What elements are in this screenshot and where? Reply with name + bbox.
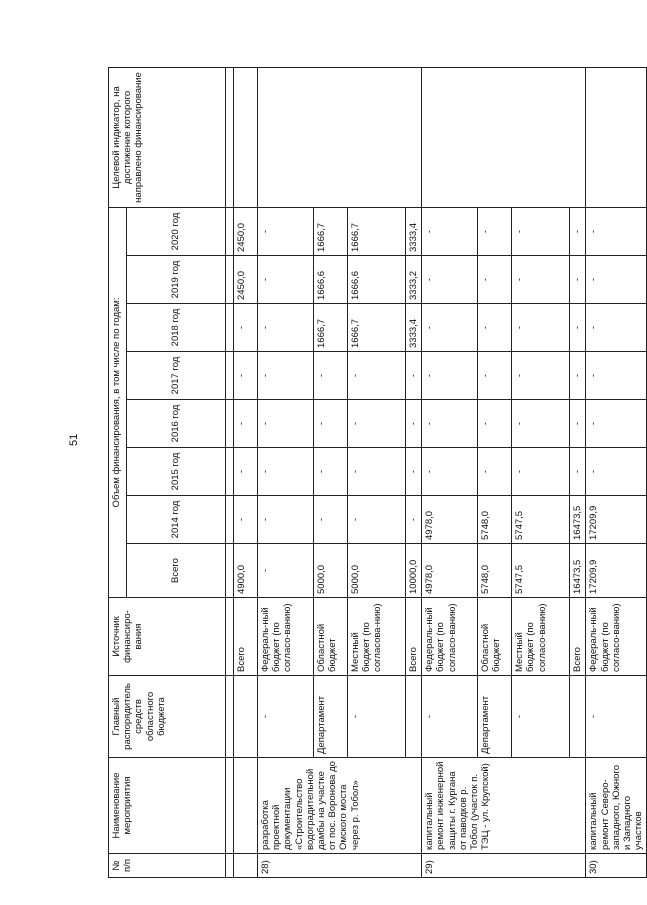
cell-2014: - [406,496,422,544]
cell-2017: - [586,352,647,400]
cell-2018: - [422,304,478,352]
cell-2015: - [314,448,348,496]
header-num: № п/п [109,854,226,878]
cell-2019: 1666,6 [348,256,406,304]
cell-manager: - [258,676,314,758]
cell-2018: 1666,7 [314,304,348,352]
cell-source: Федераль-ный бюджет (по согласо-ванию) [422,598,478,676]
cell-2015: - [512,448,570,496]
cell-2015: - [586,448,647,496]
cell-2020: 2450,0 [234,207,258,255]
cell-name: капитальный ремонт инженерной защиты г. Кургана от паводков р. Тобол (участок п. ТЭЦ - ул. Крупской) [422,758,586,854]
cell-2014: - [234,496,258,544]
cell-num: 29) [422,854,586,878]
cell-2020: - [586,207,647,255]
cell-2017: - [314,352,348,400]
cell-2019: 1666,6 [314,256,348,304]
cell-indicator [586,67,647,207]
cell-manager: - [348,676,406,758]
cell-num [234,854,258,878]
cell-2014: - [258,496,314,544]
cell-2015: - [234,448,258,496]
cell-name [234,758,258,854]
cell-2020: - [478,207,512,255]
cell-2016: - [478,400,512,448]
cell-manager: - [586,676,647,758]
cell-2014: 16473,5 [570,496,586,544]
cell-total: 5747,5 [512,544,570,598]
cell-manager: - [512,676,570,758]
cell-2018: - [570,304,586,352]
spacer-row [226,67,234,877]
cell-2016: - [348,400,406,448]
cell-manager [570,676,586,758]
header-indicator: Целевой индикатор, на достижение которого направлено финансирование [109,67,226,207]
cell-total: 5000,0 [348,544,406,598]
cell-total: 5748,0 [478,544,512,598]
cell-2020: - [512,207,570,255]
cell-source: Областной бюджет [314,598,348,676]
cell-total: 4900,0 [234,544,258,598]
rotated-table-container [108,68,645,878]
header-name: Наименование мероприятия [109,758,226,854]
cell-2016: - [512,400,570,448]
cell-2018: - [586,304,647,352]
cell-2020: 3333,4 [406,207,422,255]
cell-source: Всего [406,598,422,676]
header-year-2019: 2019 год [127,256,226,304]
cell-2015: - [348,448,406,496]
cell-total: 17209,9 [586,544,647,598]
cell-indicator [234,67,258,207]
cell-manager [406,676,422,758]
cell-2018: 3333,4 [406,304,422,352]
table-row [422,67,478,877]
cell-2019: 2450,0 [234,256,258,304]
cell-2019: - [586,256,647,304]
cell-manager [234,676,258,758]
cell-2018: - [234,304,258,352]
header-year-2016: 2016 год [127,400,226,448]
cell-2017: - [234,352,258,400]
cell-2020: 1666,7 [348,207,406,255]
cell-2018: 1666,7 [348,304,406,352]
page-number: 51 [68,433,80,446]
cell-num: 28) [258,854,422,878]
cell-2017: - [348,352,406,400]
cell-source: Всего [234,598,258,676]
header-year-2014: 2014 год [127,496,226,544]
cell-2014: 17209,9 [586,496,647,544]
cell-2016: - [570,400,586,448]
cell-2015: - [258,448,314,496]
header-total: Всего [127,544,226,598]
cell-2014: 5747,5 [512,496,570,544]
cell-2019: - [570,256,586,304]
cell-2014: - [314,496,348,544]
cell-2017: - [512,352,570,400]
cell-total: 16473,5 [570,544,586,598]
cell-manager: - [422,676,478,758]
cell-2017: - [570,352,586,400]
cell-2016: - [406,400,422,448]
cell-2018: - [512,304,570,352]
cell-2019: - [512,256,570,304]
cell-source: Всего [570,598,586,676]
cell-2015: - [406,448,422,496]
cell-2016: - [422,400,478,448]
header-volume: Объем финансирования, в том числе по годам: [109,207,127,597]
header-year-2018: 2018 год [127,304,226,352]
cell-2017: - [406,352,422,400]
cell-source: Местный бюджет (по согласо-ванию) [512,598,570,676]
cell-manager: Департамент [314,676,348,758]
header-year-2017: 2017 год [127,352,226,400]
cell-num: 30) [586,854,647,878]
cell-source: Областной бюджет [478,598,512,676]
table-row [258,67,314,877]
cell-2015: - [570,448,586,496]
cell-2020: - [570,207,586,255]
cell-source: Федераль-ный бюджет (по согласо-ванию) [586,598,647,676]
cell-source: Федераль-ный бюджет (по согласо-ванию) [258,598,314,676]
cell-2018: - [478,304,512,352]
cell-2019: - [258,256,314,304]
cell-2015: - [478,448,512,496]
cell-2017: - [258,352,314,400]
cell-2019: 3333,2 [406,256,422,304]
cell-manager: Департамент [478,676,512,758]
financing-table [108,67,647,878]
cell-total: 4978,0 [422,544,478,598]
cell-2020: - [258,207,314,255]
cell-2016: - [258,400,314,448]
cell-2017: - [422,352,478,400]
cell-2019: - [478,256,512,304]
table-row [234,67,258,877]
cell-2014: 4978,0 [422,496,478,544]
header-manager: Главный распорядитель средств областного бюджета [109,676,226,758]
cell-2020: 1666,7 [314,207,348,255]
cell-2019: - [422,256,478,304]
cell-source: Местный бюджет (по согласова-нию) [348,598,406,676]
header-source: Источник финансиро-вания [109,598,226,676]
header-year-2015: 2015 год [127,448,226,496]
cell-indicator [258,67,422,207]
cell-2014: - [348,496,406,544]
cell-2018: - [258,304,314,352]
cell-2016: - [234,400,258,448]
table-row [586,67,647,877]
cell-2016: - [586,400,647,448]
cell-2015: - [422,448,478,496]
cell-2014: 5748,0 [478,496,512,544]
cell-2016: - [314,400,348,448]
cell-total: - [258,544,314,598]
cell-2017: - [478,352,512,400]
cell-name: разработка проектной документации «Строительство водоградительной дамбы на участке от пос. Воронова до Омского моста через р. Тобол» [258,758,422,854]
cell-total: 10000,0 [406,544,422,598]
cell-total: 5000,0 [314,544,348,598]
header-year-2020: 2020 год [127,207,226,255]
cell-2020: - [422,207,478,255]
cell-name: капитальный ремонт Северо-западного, Южного и Западного участков [586,758,647,854]
cell-indicator [422,67,586,207]
